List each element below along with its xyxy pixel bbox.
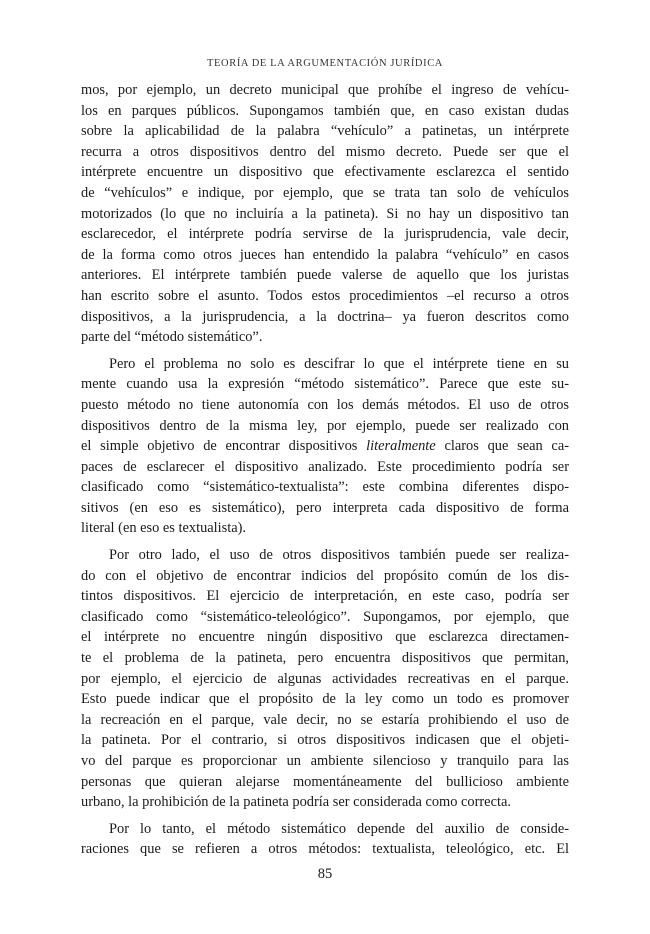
text-line: puesto método no tiene autonomía con los demás métodos. El uso de otros xyxy=(81,396,569,413)
paragraph xyxy=(81,80,569,348)
text-line: do con el objetivo de encontrar indicios del propósito común de los dis- xyxy=(81,567,569,584)
text-line: por ejemplo, el ejercicio de algunas actividades recreativas en el parque. xyxy=(81,670,569,687)
text-line: personas que quieran alejarse momentáneamente del bullicioso ambiente xyxy=(81,773,569,790)
text-line: la recreación en el parque, vale decir, no se estaría prohibiendo el uso de xyxy=(81,711,569,728)
text-line: de la forma como otros jueces han entendido la palabra “vehículo” en casos xyxy=(81,246,569,263)
paragraph xyxy=(81,819,569,860)
text-line: clasificado como “sistemático-teleológico”. Supongamos, por ejemplo, que xyxy=(81,608,569,625)
text-line: urbano, la prohibición de la patineta podría ser considerada como correcta. xyxy=(81,794,511,811)
text-line: motorizados (lo que no incluiría a la patineta). Si no hay un dispositivo tan xyxy=(81,205,569,222)
page-number: 85 xyxy=(317,866,333,882)
text-line: literal (en eso es textualista). xyxy=(81,520,247,537)
paragraph xyxy=(81,545,569,813)
text-line: vo del parque es proporcionar un ambiente silencioso y tranquilo para las xyxy=(81,753,569,769)
text-line: dispositivos, a la jurisprudencia, a la doctrina– ya fueron descritos como xyxy=(81,308,569,325)
text-line: raciones que se refieren a otros métodos: textualista, teleológico, etc. El xyxy=(81,841,569,858)
text-line: dispositivos dentro de la misma ley, por ejemplo, puede ser realizado con xyxy=(81,417,569,434)
running-header: TEORÍA DE LA ARGUMENTACIÓN JURÍDICA xyxy=(207,58,443,69)
text-line: esclarecedor, el intérprete podría servirse de la jurisprudencia, vale decir, xyxy=(81,226,569,243)
text-line: tintos dispositivos. El ejercicio de interpretación, en este caso, podría ser xyxy=(81,588,569,605)
text-line: mos, por ejemplo, un decreto municipal que prohíbe el ingreso de vehícu- xyxy=(81,82,569,98)
text-line: te el problema de la patineta, pero encuentra dispositivos que permitan, xyxy=(81,650,569,667)
text-line: mente cuando usa la expresión “método sistemático”. Parece que este su- xyxy=(81,376,569,393)
text-line: clasificado como “sistemático-textualista”: este combina diferentes dispo- xyxy=(81,479,569,496)
body-text xyxy=(81,80,569,860)
paragraph xyxy=(81,354,569,539)
text-line: anteriores. El intérprete también puede valerse de aquello que los juristas xyxy=(81,267,569,284)
text-line: de “vehículos” e indique, por ejemplo, que se trata tan solo de vehículos xyxy=(81,184,569,201)
text-line: sitivos (en eso es sistemático), pero interpreta cada dispositivo de forma xyxy=(81,499,569,516)
text-line: han escrito sobre el asunto. Todos estos procedimientos –el recurso a otros xyxy=(81,287,569,304)
text-line-mixed xyxy=(81,436,569,457)
text-line: intérprete encuentre un dispositivo que efectivamente esclarezca el sentido xyxy=(81,164,569,181)
text-line: paces de esclarecer el dispositivo analizado. Este procedimiento podría ser xyxy=(81,458,569,475)
italic-word: literalmente xyxy=(366,438,436,455)
text-line: recurra a otros dispositivos dentro del mismo decreto. Puede ser que el xyxy=(81,143,569,160)
text-line: Esto puede indicar que el propósito de la ley como un todo es promover xyxy=(81,691,569,708)
text-line: Por otro lado, el uso de otros dispositivos también puede ser realiza- xyxy=(109,547,569,564)
text-line: el intérprete no encuentre ningún dispositivo que esclarezca directamen- xyxy=(81,629,569,646)
text-line: los en parques públicos. Supongamos también que, en caso existan dudas xyxy=(81,102,569,119)
text-fragment: claros que sean ca- xyxy=(435,438,570,455)
text-line: parte del “método sistemático”. xyxy=(81,329,263,346)
text-line: la patineta. Por el contrario, si otros dispositivos indicasen que el objeti- xyxy=(81,732,569,749)
text-line: sobre la aplicabilidad de la palabra “vehículo” a patinetas, un intérprete xyxy=(81,123,569,140)
text-line: Por lo tanto, el método sistemático depende del auxilio de conside- xyxy=(109,820,569,837)
text-fragment: el simple objetivo de encontrar dispositivos xyxy=(81,438,358,455)
text-line: Pero el problema no solo es descifrar lo que el intérprete tiene en su xyxy=(109,355,569,372)
